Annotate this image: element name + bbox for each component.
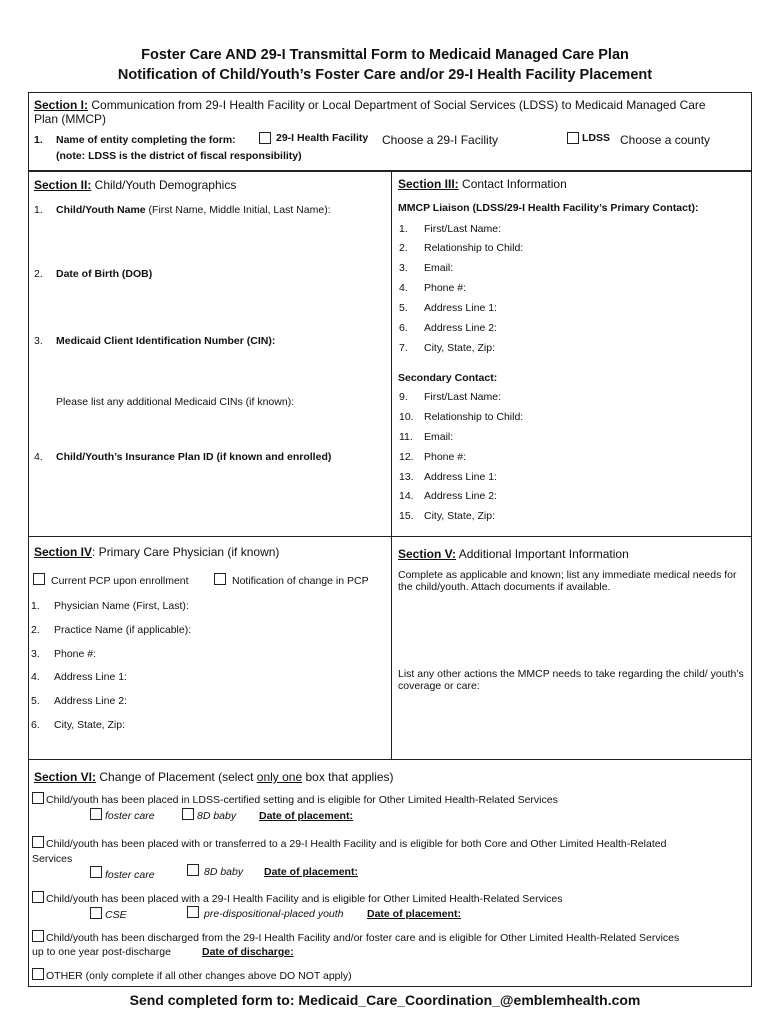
section-5-heading-rest: Additional Important Information (456, 547, 629, 561)
opt2-foster-care-label: foster care (105, 869, 155, 881)
opt1-date-of-placement: Date of placement: (259, 810, 353, 822)
secondary-contact-field-input[interactable] (564, 449, 574, 463)
placement-29i-limited-checkbox[interactable] (32, 891, 44, 903)
secondary-contact-field-label: Address Line 2: (424, 490, 497, 502)
secondary-contact-field-label: Relationship to Child: (424, 411, 524, 423)
primary-contact-field-number: 2. (399, 242, 408, 254)
secondary-contact-field-number: 11. (399, 431, 413, 443)
secondary-contact-field-number: 9. (399, 391, 408, 403)
section-1-heading: Section I: (34, 98, 89, 112)
opt1-foster-care-checkbox[interactable] (90, 808, 102, 820)
primary-contact-field-number: 7. (399, 342, 408, 354)
primary-contact-field-label: Email: (424, 262, 454, 274)
discharged-checkbox[interactable] (32, 930, 44, 942)
other-label: OTHER (only complete if all other changes above DO NOT apply) (46, 970, 352, 982)
secondary-contact-field-input[interactable] (564, 469, 574, 483)
opt2-date-of-placement: Date of placement: (264, 866, 358, 878)
entity-item-number: 1. (34, 134, 43, 146)
q2-number: 2. (34, 268, 43, 280)
dob-label: Date of Birth (DOB) (56, 268, 153, 280)
other-actions-instructions: List any other actions the MMCP needs to take regarding the child/ youth’s coverage or care: (398, 668, 744, 692)
sections-2-3-divider (391, 170, 392, 536)
primary-contact-field-input[interactable] (564, 300, 574, 314)
q3-number: 3. (34, 335, 43, 347)
secondary-contact-label: Secondary Contact: (398, 372, 498, 384)
physician-field-number: 4. (31, 671, 40, 683)
opt3-cse-checkbox[interactable] (90, 907, 102, 919)
secondary-contact-field-input[interactable] (564, 508, 574, 522)
section-2-header (34, 178, 236, 192)
physician-field-number: 3. (31, 648, 40, 660)
section-3-header (398, 177, 567, 191)
secondary-contact-field-number: 14. (399, 490, 414, 502)
opt3-cse-label: CSE (105, 909, 127, 921)
physician-field-label: Practice Name (if applicable): (54, 624, 192, 636)
section-4-heading-rest: : Primary Care Physician (if known) (92, 545, 280, 559)
physician-field-input[interactable] (194, 693, 204, 707)
physician-field-number: 5. (31, 695, 40, 707)
physician-field-input[interactable] (194, 622, 204, 636)
placement-ldss-label: Child/youth has been placed in LDSS-certified setting and is eligible for Other Limited Health-Related Services (46, 794, 558, 806)
secondary-contact-field-input[interactable] (564, 488, 574, 502)
ldss-option-label: LDSS (582, 132, 611, 144)
primary-contact-field-number: 4. (399, 282, 408, 294)
cin-label: Medicaid Client Identification Number (CIN): (56, 335, 276, 347)
primary-contact-field-number: 6. (399, 322, 408, 334)
opt2-8d-baby-label: 8D baby (204, 866, 244, 878)
primary-contact-field-input[interactable] (564, 320, 574, 334)
facility-option-label: 29-I Health Facility (276, 132, 369, 144)
placement-29i-core-label-cont: Services (32, 853, 73, 865)
secondary-contact-field-number: 12. (399, 451, 414, 463)
section-6-heading-end: box that applies) (302, 770, 394, 784)
secondary-contact-field-input[interactable] (564, 409, 574, 423)
secondary-contact-field-number: 13. (399, 471, 414, 483)
physician-field-label: Address Line 2: (54, 695, 127, 707)
current-pcp-checkbox[interactable] (33, 573, 45, 585)
secondary-contact-field-label: Email: (424, 431, 454, 443)
facility-select[interactable]: Choose a 29-I Facility (382, 133, 499, 147)
placement-29i-core-checkbox[interactable] (32, 836, 44, 848)
section-4-heading: Section IV (34, 545, 93, 559)
section-6-only-one: only one (256, 770, 303, 784)
section-2-heading-rest: Child/Youth Demographics (91, 178, 237, 192)
opt3-date-of-placement: Date of placement: (367, 908, 461, 920)
secondary-contact-field-label: First/Last Name: (424, 391, 502, 403)
primary-contact-field-input[interactable] (564, 280, 574, 294)
placement-29i-limited-label: Child/youth has been placed with a 29-I Health Facility and is eligible for Other Limited Health-Related Services (46, 893, 563, 905)
secondary-contact-field-input[interactable] (564, 429, 574, 443)
date-of-discharge: Date of discharge: (202, 946, 294, 958)
opt1-8d-baby-label: 8D baby (197, 810, 237, 822)
form-title: Foster Care AND 29-I Transmittal Form to Medicaid Managed Care Plan (141, 47, 629, 63)
sections-2-3-box (28, 170, 752, 537)
section-3-heading: Section III: (398, 177, 459, 191)
form-subtitle: Notification of Child/Youth’s Foster Care and/or 29-I Health Facility Placement (117, 67, 653, 83)
physician-field-number: 2. (31, 624, 40, 636)
placement-29i-core-label: Child/youth has been placed with or transferred to a 29-I Health Facility and is eligible for both Core and Other Limited Health-Related (46, 838, 667, 850)
placement-ldss-checkbox[interactable] (32, 792, 44, 804)
section-5-heading: Section V: (398, 547, 457, 561)
pcp-change-label: Notification of change in PCP (232, 575, 369, 587)
opt2-foster-care-checkbox[interactable] (90, 866, 102, 878)
physician-field-input[interactable] (194, 646, 204, 660)
q1-number: 1. (34, 204, 43, 216)
child-name-label-rest: (First Name, Middle Initial, Last Name): (145, 204, 331, 216)
primary-contact-field-input[interactable] (564, 240, 574, 254)
county-select[interactable]: Choose a county (620, 133, 711, 147)
discharged-label-cont: up to one year post-discharge (32, 946, 171, 958)
opt1-8d-baby-checkbox[interactable] (182, 808, 194, 820)
section-1-description-cont: Plan (MMCP) (34, 112, 107, 126)
opt2-8d-baby-checkbox[interactable] (187, 864, 199, 876)
primary-contact-field-label: First/Last Name: (424, 223, 502, 235)
primary-contact-field-label: Relationship to Child: (424, 242, 524, 254)
send-to-instructions: Send completed form to: Medicaid_Care_Coordination_@emblemhealth.com (129, 992, 641, 1008)
physician-field-label: Physician Name (First, Last): (54, 600, 189, 612)
physician-field-input[interactable] (194, 669, 204, 683)
physician-field-number: 1. (31, 600, 40, 612)
physician-field-label: Address Line 1: (54, 671, 127, 683)
primary-contact-field-input[interactable] (564, 340, 574, 354)
secondary-contact-field-number: 10. (399, 411, 414, 423)
mmcp-liaison-label: MMCP Liaison (LDSS/29-I Health Facility’s Primary Contact): (398, 202, 699, 214)
secondary-contact-field-label: Address Line 1: (424, 471, 497, 483)
section-6-heading-rest: Change of Placement (select (96, 770, 257, 784)
discharged-label: Child/youth has been discharged from the 29-I Health Facility and/or foster care and is eligible for Other Limited Health-Related Services (46, 932, 680, 944)
primary-contact-field-label: Phone #: (424, 282, 467, 294)
q4-number: 4. (34, 451, 43, 463)
secondary-contact-field-input[interactable] (564, 389, 574, 403)
section-6-header (34, 770, 394, 784)
insurance-plan-label: Child/Youth’s Insurance Plan ID (if known and enrolled) (56, 451, 332, 463)
section-5-header (398, 547, 629, 561)
secondary-contact-field-number: 15. (399, 510, 414, 522)
physician-field-number: 6. (31, 719, 40, 731)
primary-contact-field-number: 1. (399, 223, 408, 235)
other-checkbox[interactable] (32, 968, 44, 980)
section-3-heading-rest: Contact Information (458, 177, 567, 191)
physician-field-label: City, State, Zip: (54, 719, 125, 731)
physician-field-input[interactable] (194, 717, 204, 731)
child-name-label (56, 204, 331, 216)
facility-checkbox[interactable] (259, 132, 271, 144)
opt3-predispositional-label: pre-dispositional-placed youth (204, 908, 344, 920)
primary-contact-field-number: 3. (399, 262, 408, 274)
primary-contact-field-label: Address Line 1: (424, 302, 497, 314)
physician-field-label: Phone #: (54, 648, 97, 660)
primary-contact-field-input[interactable] (564, 260, 574, 274)
primary-contact-field-input[interactable] (564, 221, 574, 235)
entity-label: Name of entity completing the form: (56, 134, 236, 146)
section-4-header (34, 545, 279, 559)
primary-contact-field-label: Address Line 2: (424, 322, 497, 334)
physician-field-input[interactable] (194, 598, 204, 612)
secondary-contact-field-label: City, State, Zip: (424, 510, 495, 522)
medical-needs-instructions: Complete as applicable and known; list any immediate medical needs for the child/youth. Attach documents if available. (398, 569, 737, 593)
additional-cins-label: Please list any additional Medicaid CINs (if known): (56, 396, 295, 408)
ldss-checkbox[interactable] (567, 132, 579, 144)
section-1-description: Communication from 29-I Health Facility or Local Department of Social Services (LDSS) to Medicaid Managed Care (88, 98, 706, 112)
sections-4-5-divider (391, 536, 392, 759)
opt3-predispositional-checkbox[interactable] (187, 906, 199, 918)
child-name-label-bold: Child/Youth Name (56, 204, 146, 216)
primary-contact-field-label: City, State, Zip: (424, 342, 495, 354)
current-pcp-label: Current PCP upon enrollment (51, 575, 189, 587)
secondary-contact-field-label: Phone #: (424, 451, 467, 463)
section-2-heading: Section II: (34, 178, 92, 192)
primary-contact-field-number: 5. (399, 302, 408, 314)
section-1-header (34, 98, 706, 112)
pcp-change-checkbox[interactable] (214, 573, 226, 585)
section-6-heading: Section VI: (34, 770, 97, 784)
opt1-foster-care-label: foster care (105, 810, 155, 822)
ldss-note: (note: LDSS is the district of fiscal responsibility) (56, 150, 302, 162)
